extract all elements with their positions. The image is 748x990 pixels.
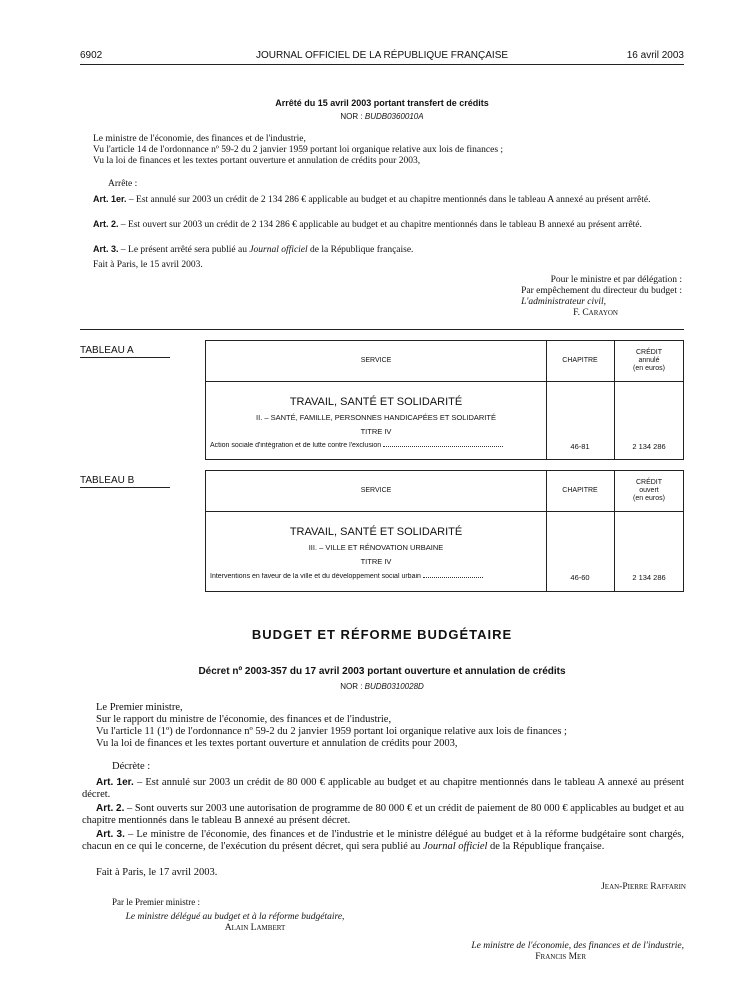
subsection-title: III. – VILLE ET RÉNOVATION URBAINE: [308, 543, 444, 552]
table-row: Action sociale d'intégration et de lutte contre l'exclusion: [210, 442, 544, 449]
col-service: SERVICE: [360, 487, 392, 494]
col-credit: CRÉDIT ouvert (en euros): [633, 479, 665, 502]
tableau-b-label: TABLEAU B: [80, 475, 170, 488]
ministry-title: TRAVAIL, SANTÉ ET SOLIDARITÉ: [289, 526, 463, 538]
decret-title: Décret nº 2003-357 du 17 avril 2003 portant ouverture et annulation de crédits: [198, 666, 566, 677]
par-premier-ministre: Par le Premier ministre :: [112, 897, 200, 907]
row-chapitre: 46-60: [570, 573, 590, 582]
signer-delegue: Le ministre délégué au budget et à la réforme budgétaire, Alain Lambert: [125, 912, 345, 933]
ministry-title: TRAVAIL, SANTÉ ET SOLIDARITÉ: [289, 396, 463, 408]
titre-label: TITRE IV: [360, 557, 392, 566]
arrete-intro-line: Vu la loi de finances et les textes portant ouverture et annulation de crédits pour 2003,: [93, 156, 421, 166]
signature-line: Par empêchement du directeur du budget :: [521, 286, 682, 296]
decret-intro-line: Vu la loi de finances et les textes portant ouverture et annulation de crédits pour 2003,: [96, 738, 458, 749]
arrete-intro-line: Le ministre de l'économie, des finances et de l'industrie,: [93, 134, 306, 144]
tableau-b: [205, 470, 684, 592]
decret-intro-line: Le Premier ministre,: [96, 702, 183, 713]
signer-economie: Le ministre de l'économie, des finances et de l'industrie, Francis Mer: [471, 941, 684, 962]
arrete-word: Arrête :: [108, 179, 138, 189]
decret-fait: Fait à Paris, le 17 avril 2003.: [96, 867, 218, 878]
decret-article-1: Art. 1er. – Est annulé sur 2003 un crédit de 80 000 € applicable au budget et au chapitre mentionnés dans le tableau A annexé au présent décret.: [82, 777, 684, 800]
decret-intro: [96, 702, 684, 750]
separator-rule: [80, 329, 684, 330]
col-chapitre: CHAPITRE: [562, 357, 598, 364]
issue-date: 16 avril 2003: [626, 50, 684, 61]
titre-label: TITRE IV: [360, 427, 392, 436]
decret-article-2: Art. 2. – Sont ouverts sur 2003 une autorisation de programme de 80 000 € et un crédit de paiement de 80 000 € applicables au budget et au chapitre mentionnés dans le tableau B annexé au présent décret.: [82, 803, 684, 826]
decret-intro-line: Sur le rapport du ministre de l'économie, des finances et de l'industrie,: [96, 714, 392, 725]
decrete-word: Décrète :: [112, 761, 151, 772]
signer-name: F. Carayon: [573, 308, 618, 318]
row-credit: 2 134 286: [632, 573, 666, 582]
col-service: SERVICE: [360, 357, 392, 364]
signature-line: L'administrateur civil,: [521, 297, 606, 307]
arrete-fait: Fait à Paris, le 15 avril 2003.: [93, 260, 203, 270]
decret-article-3: Art. 3. – Le ministre de l'économie, des finances et de l'industrie et le ministre délégué au budget et à la réforme budgétaire sont chargés, chacun en ce qui le concerne, de l'exécution du présent décret, qui sera publié au Journal officiel de la République française.: [82, 829, 684, 852]
section-title: BUDGET ET RÉFORME BUDGÉTAIRE: [251, 627, 513, 642]
subsection-title: II. – SANTÉ, FAMILLE, PERSONNES HANDICAPÉES ET SOLIDARITÉ: [256, 413, 496, 422]
arrete-title: Arrêté du 15 avril 2003 portant transfert de crédits: [275, 98, 489, 108]
arrete-article-2: Art. 2. – Est ouvert sur 2003 un crédit de 2 134 286 € applicable au budget et au chapitre mentionnés dans le tableau B annexé au présent arrêté.: [93, 219, 642, 230]
table-row: Interventions en faveur de la ville et du développement social urbain: [210, 573, 544, 580]
arrete-intro-line: Vu l'article 14 de l'ordonnance nº 59-2 du 2 janvier 1959 portant loi organique relative aux lois de finances ;: [93, 145, 504, 155]
col-credit: CRÉDIT annulé (en euros): [633, 349, 665, 372]
row-credit: 2 134 286: [632, 442, 666, 451]
journal-title: JOURNAL OFFICIEL DE LA RÉPUBLIQUE FRANÇAISE: [255, 50, 509, 61]
col-chapitre: CHAPITRE: [562, 487, 598, 494]
signer-prime-minister: Jean-Pierre Raffarin: [601, 882, 686, 892]
header-rule: [80, 64, 684, 65]
decret-nor: NOR : BUDB0310028D: [340, 682, 424, 691]
tableau-a-label: TABLEAU A: [80, 345, 170, 358]
arrete-article-3: Art. 3. – Le présent arrêté sera publié au Journal officiel de la République française.: [93, 244, 414, 255]
page-number: 6902: [80, 50, 103, 61]
running-header: [80, 50, 684, 64]
arrete-intro: [93, 134, 684, 167]
signature-line: Pour le ministre et par délégation :: [550, 275, 682, 285]
decret-intro-line: Vu l'article 11 (1º) de l'ordonnance nº 59-2 du 2 janvier 1959 portant loi organique relative aux lois de finances ;: [96, 726, 567, 737]
row-chapitre: 46-81: [570, 442, 590, 451]
tableau-a: [205, 340, 684, 460]
arrete-article-1: Art. 1er. – Est annulé sur 2003 un crédit de 2 134 286 € applicable au budget et au chapitre mentionnés dans le tableau A annexé au présent arrêté.: [93, 194, 651, 205]
arrete-nor: NOR : BUDB0360010A: [340, 112, 424, 121]
arrete-signature: [380, 275, 682, 319]
